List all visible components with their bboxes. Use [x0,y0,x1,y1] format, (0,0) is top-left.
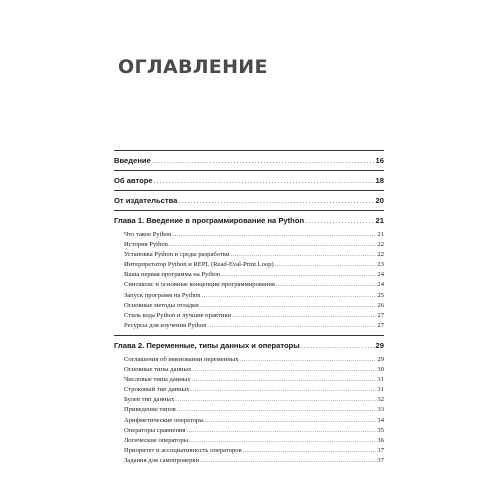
toc-entry-label: Что такое Python [124,231,172,238]
toc-entry-label: Операторы сравнения [124,426,186,434]
toc-page-number: 23 [377,261,384,269]
dot-leader [240,355,377,365]
toc-page-number: 37 [377,446,384,454]
toc-page-number: 31 [377,376,384,384]
dot-leader [243,446,377,456]
toc-subentry-1-9[interactable] [114,311,384,321]
toc-page-number: 34 [377,416,384,424]
toc-chapter-1 [114,210,384,335]
dot-leader [152,152,375,170]
toc-page-number: 37 [377,456,384,464]
toc-entry-label: Логические операторы [124,436,189,444]
toc-page-number: 29 [377,355,384,363]
toc-page-number: 20 [375,196,384,205]
toc-subentry-2-8[interactable] [114,426,384,436]
dot-leader [192,375,377,385]
toc-subentry-1-5[interactable] [114,270,384,280]
toc-entry-label: Об авторе [114,176,153,185]
toc-subentry-1-4[interactable] [114,260,384,270]
page-title: ОГЛАВЛЕНИЕ [118,56,268,78]
toc-page-number: 26 [377,301,384,309]
dot-leader [172,230,376,240]
toc-entry-label: Булев тип данных [124,396,175,404]
dot-leader [205,416,377,426]
dot-leader [177,405,377,415]
toc-page-number: 27 [377,321,384,329]
toc-entry-label: Приоритет и ассоциативность операторов [124,446,242,454]
toc-subentry-2-2[interactable] [114,365,384,375]
toc-entry-label: Соглашения об именовании переменных [124,355,239,363]
toc-page-number: 33 [377,406,384,414]
toc-entry-label: История Python [124,241,168,249]
toc-subentry-2-1[interactable] [114,355,384,365]
toc-entry-label: Числовые типы данных [124,376,191,384]
toc-entry-label: Стиль кода Python и лучшие практики [124,311,232,319]
toc-subentries [114,230,384,335]
toc-entry-label: Основные методы отладки [124,301,199,309]
toc-page-number: 30 [377,366,384,374]
toc-subentry-1-1[interactable] [114,230,384,240]
toc-entry-front-2[interactable] [114,192,384,210]
table-of-contents [114,150,384,470]
dot-leader [175,395,376,405]
dot-leader [192,365,376,375]
toc-subentry-1-8[interactable] [114,301,384,311]
toc-entry-chapter-2[interactable] [114,337,384,355]
toc-page-number: 22 [377,241,384,249]
toc-subentry-1-7[interactable] [114,291,384,301]
dot-leader [169,240,376,250]
toc-subentry-1-3[interactable] [114,250,384,260]
toc-entry-label: Синтаксис и основные концепции программирования [124,281,275,289]
toc-page-number: 31 [377,386,384,394]
toc-entry-label: Установка Python и среды разработки [124,251,230,259]
toc-entry-label: Глава 2. Переменные, типы данных и операторы [114,340,300,350]
toc-entry-chapter-1[interactable] [114,212,384,230]
toc-page-number: 27 [377,311,384,319]
dot-leader [154,172,375,190]
dot-leader [231,250,377,260]
dot-leader [202,291,377,301]
dot-leader [301,337,375,355]
toc-page-number: 21 [377,231,384,238]
toc-page-number: 16 [375,156,384,165]
toc-section [114,170,384,190]
toc-page-number: 25 [377,291,384,299]
dot-leader [232,311,376,321]
toc-entry-front-1[interactable] [114,172,384,190]
toc-entry-label: Ресурсы для изучения Python [124,321,207,329]
toc-entry-label: Ваша первая программа на Python [124,271,221,279]
toc-entry-label: Интерпретатор Python и REPL (Read-Eval-Print Loop) [124,261,274,269]
toc-entry-front-0[interactable] [114,152,384,170]
toc-section [114,150,384,170]
toc-page-number: 21 [375,216,384,225]
toc-page-number: 24 [377,281,384,289]
toc-page-number: 32 [377,396,384,404]
dot-leader [200,456,376,466]
dot-leader [275,260,377,270]
toc-subentry-2-6[interactable] [114,405,384,415]
toc-subentry-1-2[interactable] [114,240,384,250]
toc-page-number: 22 [377,251,384,259]
toc-entry-label: От издательства [114,196,178,205]
toc-entry-label: Основные типы данных [124,366,192,374]
dot-leader [190,385,376,395]
toc-entry-label: Строковый тип данных [124,386,190,394]
dot-leader [200,301,377,311]
dot-leader [207,321,376,331]
toc-page-number: 36 [377,436,384,444]
dot-leader [187,426,377,436]
toc-subentry-1-6[interactable] [114,280,384,290]
dot-leader [189,436,376,446]
toc-subentry-2-4[interactable] [114,385,384,395]
dot-leader [276,280,376,290]
toc-subentry-2-11[interactable] [114,456,384,466]
dot-leader [305,212,374,230]
toc-page-number: 35 [377,426,384,434]
toc-page-number: 18 [375,176,384,185]
toc-subentries [114,355,384,470]
toc-subentry-2-9[interactable] [114,436,384,446]
toc-section [114,190,384,210]
toc-page-number: 29 [375,340,384,350]
toc-page-number: 24 [377,271,384,279]
toc-entry-label: Арифметические операторы [124,416,204,424]
toc-chapter-2 [114,335,384,470]
toc-subentry-2-5[interactable] [114,395,384,405]
toc-subentry-2-10[interactable] [114,446,384,456]
toc-subentry-1-10[interactable] [114,321,384,331]
toc-entry-label: Приведение типов [124,406,176,414]
dot-leader [178,192,374,210]
toc-entry-label: Введение [114,156,151,165]
dot-leader [221,270,376,280]
toc-subentry-2-3[interactable] [114,375,384,385]
toc-entry-label: Глава 1. Введение в программирование на Python [114,216,305,225]
toc-entry-label: Запуск программ на Python [124,291,201,299]
toc-entry-label: Задания для самопроверки [124,456,200,464]
toc-subentry-2-7[interactable] [114,416,384,426]
